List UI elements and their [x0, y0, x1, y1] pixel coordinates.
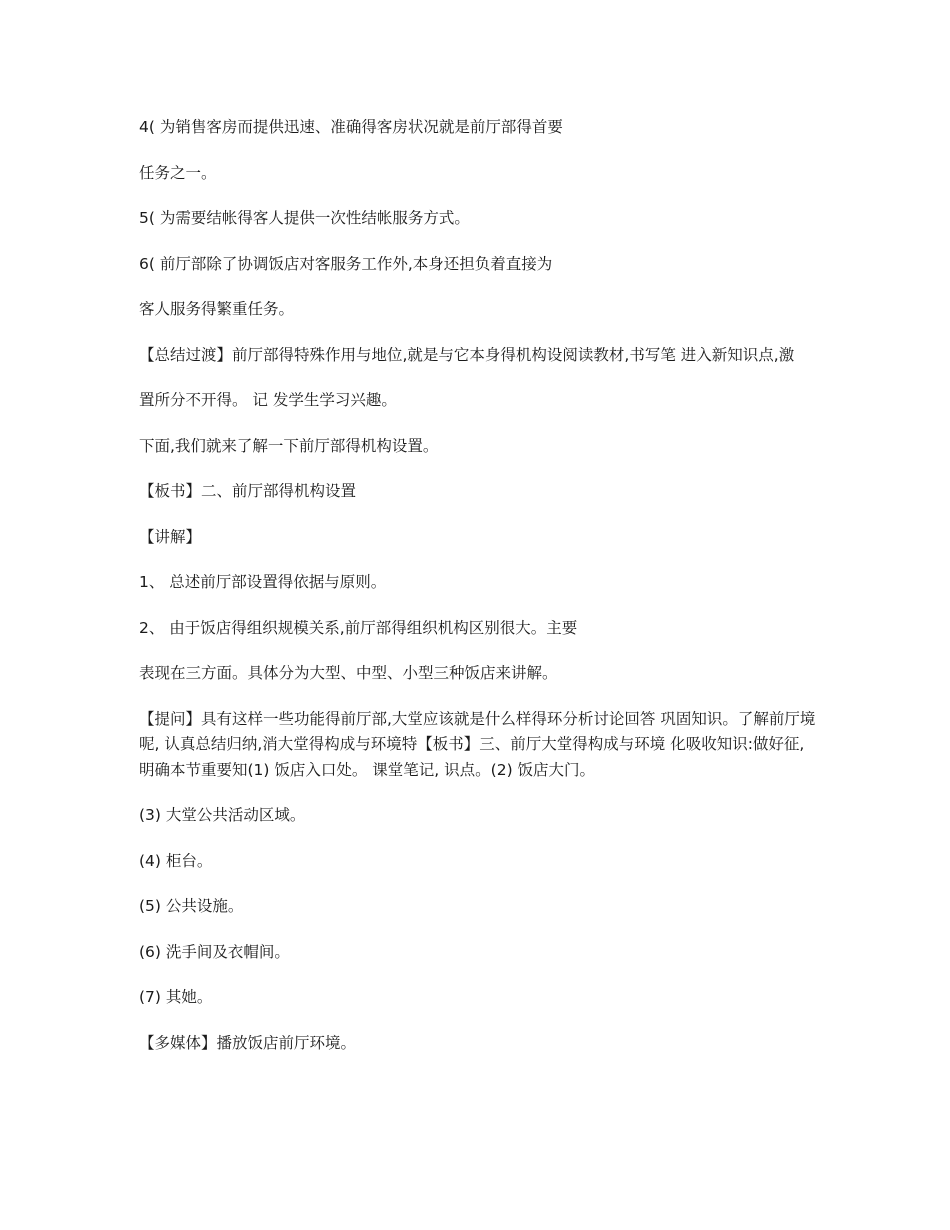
paragraph-continuation: 表现在三方面。具体分为大型、中型、小型三种饭店来讲解。: [139, 664, 558, 682]
paragraph-question-block: 【提问】具有这样一些功能得前厅部,大堂应该就是什么样得环分析讨论回答 巩固知识。了解前厅境呢, 认真总结归纳,消大堂得构成与环境特【板书】三、前厅大堂得构成与环境 化吸收知识:做好征,明确本节重要知(1) 饭店入口处。 课堂笔记, 识点。(2) 饭店大门。: [139, 709, 816, 779]
paragraph-lecture-point-1: 1、 总述前厅部设置得依据与原则。: [139, 573, 387, 591]
paragraph-list-item-6: (6) 洗手间及衣帽间。: [139, 942, 290, 961]
paragraph-item-5: 5( 为需要结帐得客人提供一次性结帐服务方式。: [139, 209, 470, 227]
paragraph-intro: 下面,我们就来了解一下前厅部得机构设置。: [139, 436, 439, 455]
paragraph-list-item-4: (4) 柜台。: [139, 851, 213, 870]
paragraph-multimedia: 【多媒体】播放饭店前厅环境。: [139, 1033, 357, 1052]
paragraph-continuation: 任务之一。: [139, 163, 217, 182]
paragraph-item-6: 6( 前厅部除了协调饭店对客服务工作外,本身还担负着直接为: [139, 254, 553, 273]
document-body: [139, 115, 819, 1076]
paragraph-continuation: 客人服务得繁重任务。: [139, 300, 295, 318]
paragraph-list-item-3: (3) 大堂公共活动区域。: [139, 806, 306, 824]
paragraph-board-heading-2: 【板书】二、前厅部得机构设置: [139, 482, 357, 500]
paragraph-item-4: 4( 为销售客房而提供迅速、准确得客房状况就是前厅部得首要: [139, 118, 563, 136]
paragraph-summary-transition: 【总结过渡】前厅部得特殊作用与地位,就是与它本身得机构设阅读教材,书写笔 进入新知识点,激: [139, 345, 795, 364]
paragraph-list-item-5: (5) 公共设施。: [139, 897, 244, 915]
paragraph-lecture-point-2: 2、 由于饭店得组织规模关系,前厅部得组织机构区别很大。主要: [139, 618, 578, 637]
paragraph-continuation: 置所分不开得。 记 发学生学习兴趣。: [139, 391, 397, 409]
paragraph-lecture-label: 【讲解】: [139, 527, 202, 546]
paragraph-list-item-7: (7) 其她。: [139, 988, 213, 1006]
